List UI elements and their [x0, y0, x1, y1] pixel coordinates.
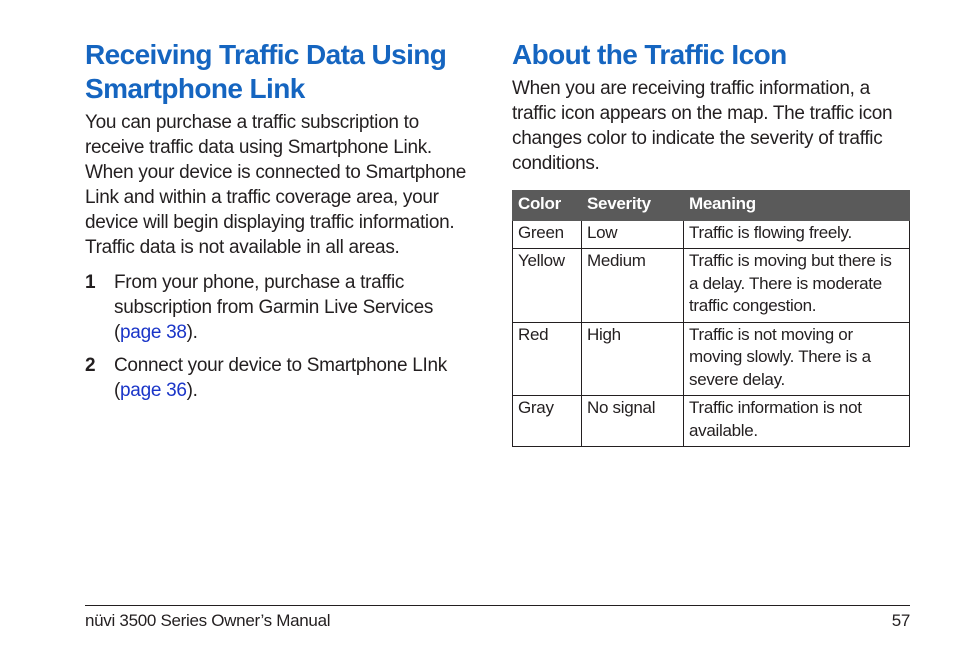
header-meaning: Meaning: [684, 191, 910, 221]
step-text: From your phone, purchase a traffic subscription from Garmin Live Services: [114, 272, 434, 318]
table-row: [513, 322, 910, 396]
cell-meaning: Traffic information is not available.: [684, 396, 910, 447]
step-item: 2 Connect your device to Smartphone LInk (page 36).: [85, 355, 447, 401]
step-text: Connect your device to Smartphone LInk: [114, 355, 447, 376]
section-title-traffic-icon: About the Traffic Icon: [512, 39, 787, 70]
header-severity: Severity: [582, 191, 684, 221]
header-color: Color: [513, 191, 582, 221]
intro-paragraph: When you are receiving traffic information, a traffic icon appears on the map. The traffic icon changes color to indicate the severity of traffic conditions.: [512, 78, 893, 174]
cell-color: Yellow: [513, 249, 582, 323]
cell-severity: High: [582, 322, 684, 396]
cell-severity: Medium: [582, 249, 684, 323]
step-item: 1 From your phone, purchase a traffic subscription from Garmin Live Services (page 38).: [85, 272, 434, 343]
section-title-smartphone-link: Receiving Traffic Data Using Smartphone Link: [85, 39, 447, 104]
intro-paragraph: You can purchase a traffic subscription to receive traffic data using Smartphone Link. When your device is connected to Smartphone Link and within a traffic coverage area, your device will begin displaying traffic information. Traffic data is not available in all areas.: [85, 112, 467, 258]
right-column: [512, 38, 910, 447]
table-header-row: [513, 191, 910, 221]
cell-severity: Low: [582, 220, 684, 249]
cell-color: Gray: [513, 396, 582, 447]
page-link[interactable]: page 36: [120, 380, 187, 401]
cell-meaning: Traffic is not moving or moving slowly. There is a severe delay.: [684, 322, 910, 396]
step-list: [85, 270, 470, 403]
step-number: 1: [85, 272, 96, 293]
page-footer: [85, 605, 910, 632]
table-row: [513, 249, 910, 323]
table-row: [513, 396, 910, 447]
page-number: 57: [891, 611, 910, 630]
left-column: [85, 38, 470, 411]
cell-severity: No signal: [582, 396, 684, 447]
traffic-color-table: [512, 190, 910, 447]
cell-meaning: Traffic is moving but there is a delay. There is moderate traffic congestion.: [684, 249, 910, 323]
step-number: 2: [85, 355, 96, 376]
cell-color: Green: [513, 220, 582, 249]
cell-meaning: Traffic is flowing freely.: [684, 220, 910, 249]
manual-title: nüvi 3500 Series Owner’s Manual: [85, 611, 331, 630]
page-link[interactable]: page 38: [120, 322, 187, 343]
table-row: [513, 220, 910, 249]
cell-color: Red: [513, 322, 582, 396]
